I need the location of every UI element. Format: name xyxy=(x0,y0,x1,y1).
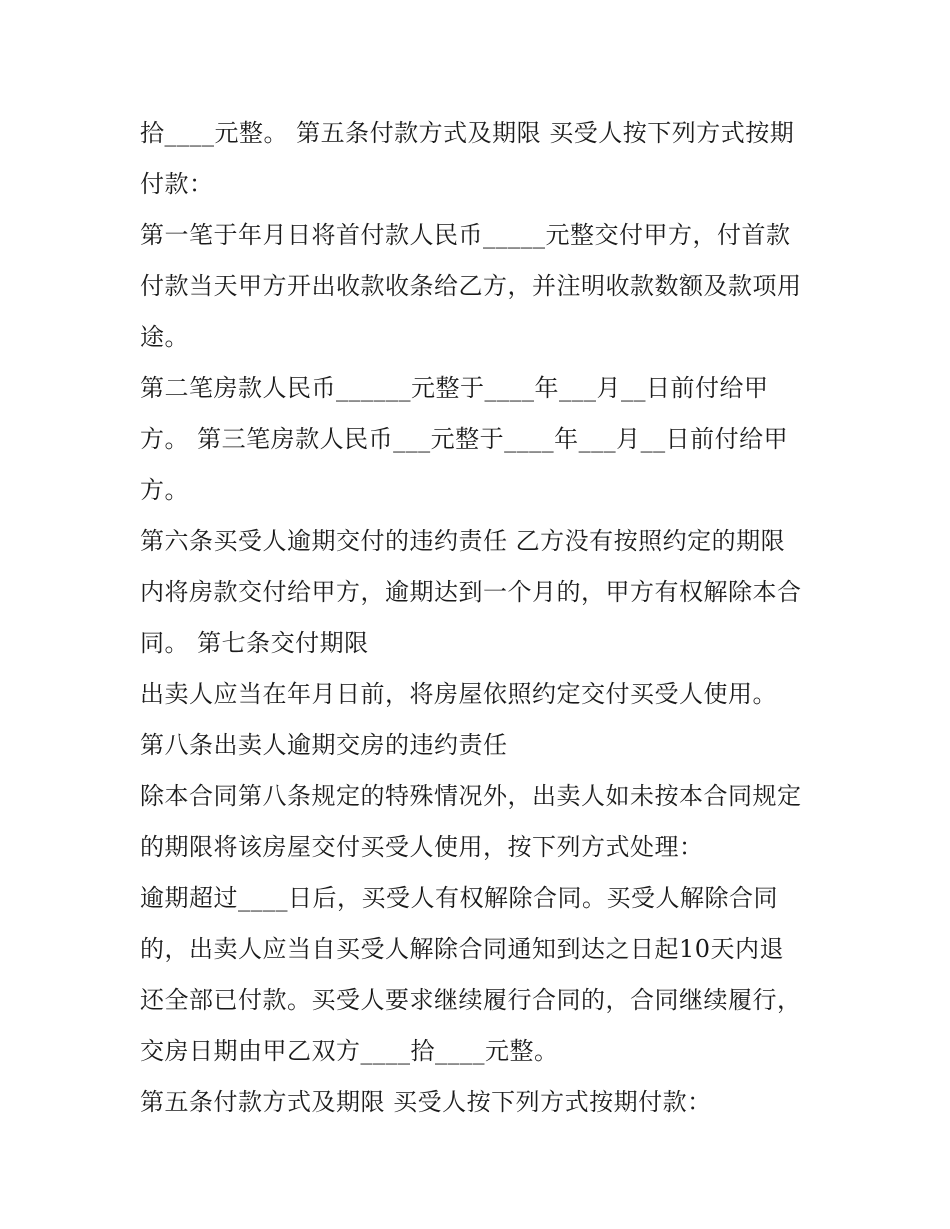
text-line: 的，出卖人应当自买受人解除合同通知到达之日起10天内退 xyxy=(140,935,785,963)
document-body xyxy=(140,108,820,1128)
text-line: 拾____元整。 第五条付款方式及期限 买受人按下列方式按期 xyxy=(140,119,795,147)
text-line: 第二笔房款人民币______元整于____年___月__日前付给甲 xyxy=(140,374,769,402)
text-line: 途。 xyxy=(140,323,189,351)
text-line: 的期限将该房屋交付买受人使用，按下列方式处理： xyxy=(140,833,704,861)
text-line: 还全部已付款。买受人要求继续履行合同的，合同继续履行， xyxy=(140,986,802,1014)
text-line: 第一笔于年月日将首付款人民币_____元整交付甲方，付首款 xyxy=(140,221,791,249)
text-line: 第八条出卖人逾期交房的违约责任 xyxy=(140,731,508,759)
text-line: 除本合同第八条规定的特殊情况外，出卖人如未按本合同规定 xyxy=(140,782,802,810)
text-line: 付款当天甲方开出收款收条给乙方，并注明收款数额及款项用 xyxy=(140,272,802,300)
text-line: 逾期超过____日后，买受人有权解除合同。买受人解除合同 xyxy=(140,884,778,912)
text-line: 方。 第三笔房款人民币___元整于____年___月__日前付给甲 xyxy=(140,425,789,453)
text-line: 方。 xyxy=(140,476,189,504)
text-line: 内将房款交付给甲方，逾期达到一个月的，甲方有权解除本合 xyxy=(140,578,802,606)
text-line: 第六条买受人逾期交付的违约责任 乙方没有按照约定的期限 xyxy=(140,527,786,555)
text-line: 交房日期由甲乙双方____拾____元整。 xyxy=(140,1037,559,1065)
text-line: 付款： xyxy=(140,170,214,198)
text-line: 同。 第七条交付期限 xyxy=(140,629,369,657)
text-line: 出卖人应当在年月日前，将房屋依照约定交付买受人使用。 xyxy=(140,680,777,708)
text-line: 第五条付款方式及期限 买受人按下列方式按期付款： xyxy=(140,1088,712,1116)
